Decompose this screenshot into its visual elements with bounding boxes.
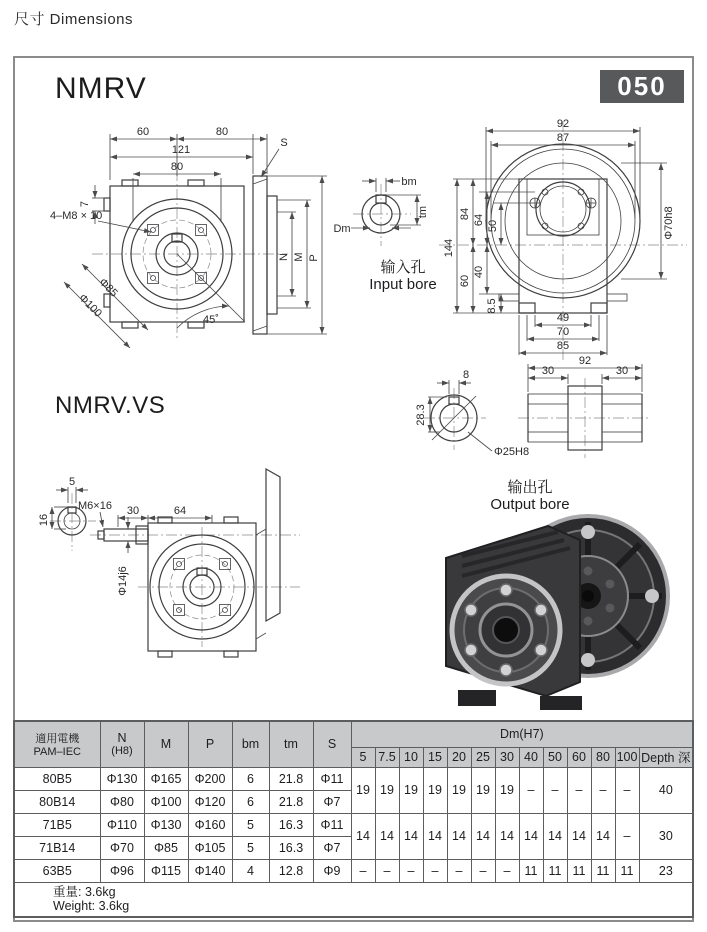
- cell-dm: 19: [399, 767, 423, 813]
- cell-dm: –: [495, 859, 519, 882]
- model-heading: NMRV: [55, 72, 147, 105]
- header-dm-7-5: 7.5: [375, 747, 399, 767]
- dim-60-label: 60: [136, 126, 150, 138]
- dim-70-label: 70: [556, 326, 570, 338]
- cell-dm: –: [543, 767, 567, 813]
- dia-85-label: Φ85: [96, 276, 120, 300]
- cell-s: Φ11: [313, 767, 351, 790]
- header-dm-5: 5: [351, 747, 375, 767]
- nmrv-front-view-drawing: [48, 122, 343, 362]
- header-dm-group: Dm(H7): [351, 721, 693, 747]
- cell-dm: –: [423, 859, 447, 882]
- nmrv-vs-drawing: [38, 423, 308, 658]
- dia-100-label: Φ100: [76, 292, 104, 320]
- cell-dm: 19: [447, 767, 471, 813]
- nmrv-rear-view-drawing: [435, 115, 690, 363]
- cell-model: 71B5: [14, 813, 100, 836]
- dim-50-label: 50: [487, 219, 499, 233]
- header-pam-en: PAM–IEC: [33, 746, 81, 759]
- cell-tm: 16.3: [269, 813, 313, 836]
- table-row-63b5: [14, 859, 693, 882]
- cell-bm: 5: [232, 813, 269, 836]
- dim-85-label: 85: [556, 340, 570, 352]
- cell-tm: 16.3: [269, 836, 313, 859]
- header-dm-10: 10: [399, 747, 423, 767]
- header-n: [100, 721, 144, 767]
- cell-dm: 19: [471, 767, 495, 813]
- dim-30-right-label: 30: [615, 365, 629, 377]
- cell-dm: 14: [495, 813, 519, 859]
- dim-30-label: 30: [126, 505, 140, 517]
- cell-p: Φ200: [188, 767, 232, 790]
- cell-p: Φ105: [188, 836, 232, 859]
- dim-84-label: 84: [459, 207, 471, 221]
- cell-bm: 5: [232, 836, 269, 859]
- dia-14j6-label: Φ14j6: [117, 566, 129, 596]
- header-dm-40: 40: [519, 747, 543, 767]
- cell-dm: –: [399, 859, 423, 882]
- header-tm: tm: [269, 721, 313, 767]
- dim-64-label: 64: [473, 213, 485, 227]
- header-dm-100: 100: [615, 747, 639, 767]
- dim-92-label: 92: [556, 118, 570, 130]
- dim-121-label: 121: [171, 144, 191, 156]
- cell-dm: 11: [519, 859, 543, 882]
- cell-n: Φ130: [100, 767, 144, 790]
- output-bore-drawing: [410, 354, 650, 472]
- cell-m: Φ115: [144, 859, 188, 882]
- cell-bm: 6: [232, 790, 269, 813]
- dim-5-label: 5: [68, 476, 76, 488]
- cell-s: Φ7: [313, 790, 351, 813]
- cell-dm: 14: [351, 813, 375, 859]
- cell-dm: 14: [375, 813, 399, 859]
- cell-dm: –: [519, 767, 543, 813]
- cell-dm: –: [447, 859, 471, 882]
- cell-n: Φ110: [100, 813, 144, 836]
- cell-dm: –: [471, 859, 495, 882]
- cell-dm: 11: [567, 859, 591, 882]
- cell-dm: –: [615, 813, 639, 859]
- dimensions-panel: [13, 56, 694, 922]
- cell-dm: 14: [591, 813, 615, 859]
- cell-p: Φ160: [188, 813, 232, 836]
- cell-dm: 19: [495, 767, 519, 813]
- header-dm-25: 25: [471, 747, 495, 767]
- bolt-callout-label: 4–M8 × 10: [50, 210, 103, 222]
- page-title: 尺寸 Dimensions: [14, 11, 134, 28]
- cell-dm: 11: [591, 859, 615, 882]
- cell-dm: –: [567, 767, 591, 813]
- cell-dm: –: [591, 767, 615, 813]
- dim-16-label: 16: [38, 513, 50, 527]
- product-photo: [428, 498, 678, 718]
- cell-m: Φ85: [144, 836, 188, 859]
- header-dm-80: 80: [591, 747, 615, 767]
- header-s: S: [313, 721, 351, 767]
- angle-45-label: 45˚: [203, 314, 219, 326]
- cell-s: Φ9: [313, 859, 351, 882]
- label-n: N: [278, 253, 290, 261]
- cell-dm: 14: [399, 813, 423, 859]
- vs-model-heading: NMRV.VS: [55, 392, 166, 419]
- header-pam-zh: 適用電機: [35, 733, 80, 746]
- header-dm-60: 60: [567, 747, 591, 767]
- cell-depth: 23: [639, 859, 693, 882]
- cell-model: 80B5: [14, 767, 100, 790]
- output-bore-caption-en: Output bore: [490, 496, 570, 513]
- cell-dm: 14: [423, 813, 447, 859]
- cell-m: Φ100: [144, 790, 188, 813]
- weight-note-zh: 重量: 3.6kg: [53, 885, 116, 899]
- table-row-71b5: [14, 813, 693, 836]
- thread-callout-label: M6×16: [78, 500, 112, 512]
- cell-dm: –: [351, 859, 375, 882]
- header-depth: Depth 深: [639, 747, 693, 767]
- cell-dm: –: [615, 767, 639, 813]
- header-dm-15: 15: [423, 747, 447, 767]
- cell-s: Φ11: [313, 813, 351, 836]
- dim-80-bolts-label: 80: [170, 161, 184, 173]
- output-bore-block: [410, 354, 650, 513]
- output-bore-caption-zh: 输出孔: [507, 479, 553, 496]
- label-p: P: [308, 254, 320, 262]
- weight-note-en: Weight: 3.6kg: [53, 899, 130, 913]
- cell-dm: 19: [375, 767, 399, 813]
- label-s: S: [280, 137, 288, 149]
- dimension-table: [13, 720, 694, 918]
- header-dm-30: 30: [495, 747, 519, 767]
- header-p: P: [188, 721, 232, 767]
- cell-p: Φ140: [188, 859, 232, 882]
- dim-80-right-label: 80: [215, 126, 229, 138]
- cell-dm: 19: [423, 767, 447, 813]
- label-bm: bm: [401, 176, 417, 188]
- dim-40-label: 40: [473, 265, 485, 279]
- dim-49-label: 49: [556, 312, 570, 324]
- cell-tm: 21.8: [269, 790, 313, 813]
- header-dm-50: 50: [543, 747, 567, 767]
- cell-model: 63B5: [14, 859, 100, 882]
- cell-dm: 19: [351, 767, 375, 813]
- cell-bm: 6: [232, 767, 269, 790]
- dim-30-left-label: 30: [541, 365, 555, 377]
- label-m: M: [293, 252, 305, 262]
- input-bore-caption-en: Input bore: [369, 276, 437, 293]
- cell-n: Φ80: [100, 790, 144, 813]
- header-m: M: [144, 721, 188, 767]
- cell-dm: 11: [615, 859, 639, 882]
- dim-64-label: 64: [173, 505, 187, 517]
- cell-model: 71B14: [14, 836, 100, 859]
- table-footer-row: [14, 882, 693, 917]
- header-n-sub: (H8): [111, 745, 133, 758]
- cell-dm: 14: [471, 813, 495, 859]
- cell-tm: 21.8: [269, 767, 313, 790]
- dia-70h8-label: Φ70h8: [663, 206, 675, 240]
- dim-28-3-label: 28.3: [415, 404, 427, 426]
- label-dm: Dm: [333, 223, 351, 235]
- dim-7-label: 7: [79, 200, 91, 208]
- header-n-main: N: [117, 731, 127, 746]
- cell-dm: –: [375, 859, 399, 882]
- cell-s: Φ7: [313, 836, 351, 859]
- header-dm-20: 20: [447, 747, 471, 767]
- dim-92-label: 92: [578, 355, 592, 367]
- header-bm: bm: [232, 721, 269, 767]
- cell-model: 80B14: [14, 790, 100, 813]
- cell-n: Φ96: [100, 859, 144, 882]
- cell-dm: 14: [447, 813, 471, 859]
- header-pam: [14, 721, 100, 767]
- label-tm: tm: [417, 205, 429, 219]
- dim-144-label: 144: [443, 238, 455, 258]
- weight-note: [14, 882, 693, 917]
- cell-dm: 14: [567, 813, 591, 859]
- dim-8-label: 8: [462, 369, 470, 381]
- cell-p: Φ120: [188, 790, 232, 813]
- table-row-80b5: [14, 767, 693, 790]
- cell-m: Φ130: [144, 813, 188, 836]
- cell-m: Φ165: [144, 767, 188, 790]
- cell-depth: 30: [639, 813, 693, 859]
- dim-8-5-label: 8.5: [486, 298, 498, 314]
- cell-n: Φ70: [100, 836, 144, 859]
- cell-depth: 40: [639, 767, 693, 813]
- dim-60-label: 60: [459, 274, 471, 288]
- cell-dm: 11: [543, 859, 567, 882]
- cell-bm: 4: [232, 859, 269, 882]
- cell-dm: 14: [519, 813, 543, 859]
- size-badge: 050: [600, 70, 684, 103]
- dia-25h8-label: Φ25H8: [494, 446, 530, 458]
- cell-tm: 12.8: [269, 859, 313, 882]
- dim-87-label: 87: [556, 132, 570, 144]
- input-bore-caption-zh: 输入孔: [380, 259, 426, 276]
- cell-dm: 14: [543, 813, 567, 859]
